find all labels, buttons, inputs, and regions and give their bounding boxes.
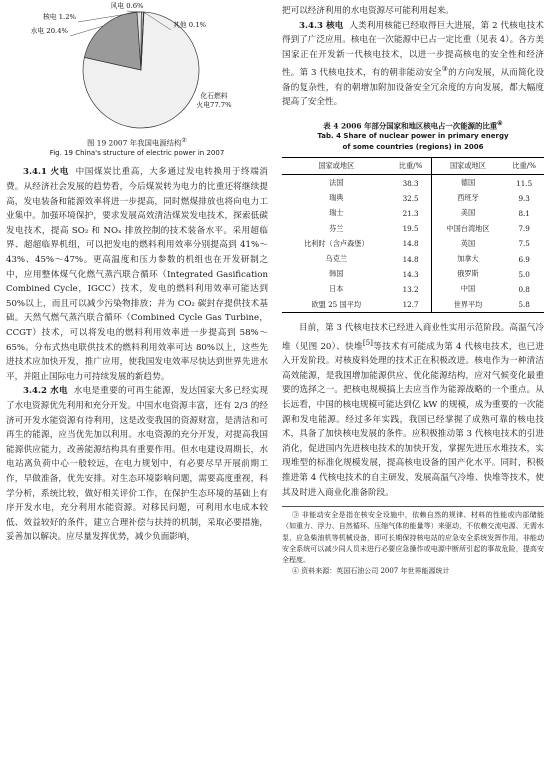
header-share-1: 比重/% (391, 158, 432, 175)
pie-label-火电: 化石燃料 (200, 92, 228, 100)
cell: 瑞典 (329, 193, 344, 203)
pie-label-水电: 水电 20.4% (30, 27, 68, 35)
cell: 芬兰 (329, 223, 344, 233)
cell: 世界平均 (431, 297, 504, 313)
cell: 38.3 (391, 175, 432, 191)
section-heading: 3.4.1 火电 (23, 167, 69, 178)
cell: 俄罗斯 (457, 269, 479, 279)
figure-19 (6, 0, 268, 135)
pie-label-风电: 风电 0.6% (110, 2, 144, 10)
section-heading: 3.4.2 水电 (23, 386, 68, 397)
cell: 19.5 (391, 221, 432, 236)
section-3-4-2 (6, 384, 268, 545)
section-3-4-1 (6, 165, 268, 384)
cell: 法国 (329, 178, 344, 188)
cell: 7.5 (518, 239, 530, 249)
cell: 美国 (460, 208, 476, 218)
cell: 日本 (329, 284, 344, 294)
cell: 21.3 (391, 206, 432, 221)
pie-chart (6, 0, 268, 135)
table-caption-en-2: of some countries (regions) in 2006 (342, 143, 484, 152)
cell: 中国 (460, 284, 476, 294)
cell: 5.0 (518, 269, 530, 279)
table-header-row (282, 158, 544, 175)
table-row (282, 251, 544, 266)
pie-label-其他: 其他 0.1% (173, 21, 207, 29)
cell: 加拿大 (457, 254, 479, 264)
section-heading: 3.4.3 核电 (299, 20, 344, 31)
cell: 比利时（含卢森堡） (303, 238, 369, 248)
header-share-2: 比重/% (504, 158, 544, 175)
cell: 11.5 (516, 178, 533, 188)
cell: 32.5 (391, 191, 432, 206)
cell: 英国 (460, 238, 476, 248)
cell: 13.2 (391, 282, 432, 297)
table-row (282, 206, 544, 221)
table-row (282, 267, 544, 282)
figure-caption-en: Fig. 19 China's structure of electric power in 2007 (49, 149, 225, 158)
cell: 德国 (460, 178, 476, 188)
table-row (282, 191, 544, 206)
section-3-4-3: 3.4.3 核电 人类利用核能已经取得巨大进展，第 2 代核电技术得到了广泛应用。核电在一次能源中已占一定比重（见表 4）。各方美国家正在开发新一代核电技术，以进一步提高核电的安全性和经济性。第 3 代核电技术，有的朝非能动安全③的方向发展，从而简化设备的复杂性，有的朝增加附加设备安全冗余度的方向发展，都大幅度提高了安全性。 (282, 20, 545, 108)
cell: 韩国 (329, 269, 344, 279)
pie-leader-风电 (127, 11, 142, 12)
header-region-1: 国家或地区 (282, 158, 391, 175)
cell: 14.8 (391, 236, 432, 251)
cell: 14.8 (391, 251, 432, 266)
paragraph-mid: 目前，第 3 代核电技术已经进入商业性实用示范阶段。高温气冷堆（见图 20）、快堆[5]等技术有可能成为第 4 代核电技术，也已进入开发阶段。对核废料处理的技术正在积极改进。核电作为一种清洁高效能源，是我国增加能源供应、优化能源结构，应对气候变化最重要的选择之一。把核电规模搞上去应当作为能源战略的一个重点。从长远看，中国的核电规模可能达到亿 kW 的规模，成为重要的一次能源和发电能源。经过多年实践，我国已经掌握了成熟可靠的核电技术，具备了加快核电发展的条件。应积极推动第 3 代核电技术的引进消化，促进国内先进核电技术的加快开发，掌握先进压水堆技术，实现堆型的标准化规模发展，提高核电设备的国产化水平。同时，积极推进第 4 代核电技术的自主研发，发展高温气冷堆、快堆等技术，使其及时进入商业化准备阶段。 (282, 323, 544, 498)
paragraph-text: 中国煤炭比重高，大多通过发电转换用于终端消费。从经济社会发展的趋势看，今后煤炭转为电力的比重还将继续提高，发电装备和能源效率将进一步提高，同时燃煤排放也将向电力工业集中。加强环境保护，要求发展高效清洁煤炭发电技术，探索低碳发电技术，提高 SO₂ 和 NOₓ 排放控制的技术装备水平。采用超临界、超超临界机组，可以把发电的燃料利用效率分别提高到 41%～43%、45%～47%。更高温度和压力参数的机组也在开发研制之中，应用整体煤气化燃气蒸汽联合循环（Integrated Gasification Combined Cycle，IGCC）技术，发电的燃料利用效率可能达到 50%以上，而且可以减少污染物排放；并为 CO₂ 碳封存提供技术基础。天然气燃气蒸汽联合循环（Combined Cycle Gas Turbine，CCGT）技术，可以将发电的燃料利用效率进一步提高到 58%～65%。分布式热电联供技术的燃料利用效率可达 80%以上，这些先进技术应加快开发，推广应用，使我国发电效率尽快达到世界先进水平，并阻止国际电力可持续发展的新趋势。 (6, 167, 268, 382)
pie-label2-火电: 火电77.7% (196, 101, 232, 109)
cell: 西班牙 (457, 193, 479, 203)
cell: 中国台湾地区 (446, 223, 490, 233)
table-row (282, 175, 544, 191)
figure-caption-cn: 图 19 2007 年我国电源结构② (87, 137, 187, 148)
nuclear-share-table (282, 157, 544, 313)
table-row (282, 236, 544, 251)
cell: 9.3 (518, 193, 530, 203)
right-column (282, 0, 544, 577)
paragraph-top: 把可以经济利用的水电资源尽可能利用起来。 (282, 6, 454, 16)
footnotes (282, 506, 544, 577)
cell: 8.1 (518, 208, 530, 218)
header-region-2: 国家或地区 (431, 158, 504, 175)
footnote-4: ④ 资料来源：英国石油公司 2007 年世界能源统计 (292, 567, 450, 576)
table-caption-en-1: Tab. 4 Share of nuclear power in primary energy (317, 132, 509, 141)
cell: 6.9 (518, 254, 530, 264)
cell: 欧盟 25 国平均 (282, 297, 391, 313)
cell: 12.7 (391, 297, 432, 313)
cell: 0.8 (518, 284, 530, 294)
table-row (282, 282, 544, 297)
table-4 (282, 118, 544, 313)
table-row (282, 297, 544, 313)
left-column (6, 0, 268, 545)
cell: 7.9 (518, 224, 530, 234)
paragraph-text: 水电是重要的可再生能源，发达国家大多已经实现了水电资源优先利用和充分开发。中国水电资源丰富，还有 2/3 的经济可开发水能资源有待利用，这是改变我国的资源财富，是清洁和可再生的能源，应当优先加以利用。水电资源的充分开发，对提高我国能源供应能力，改善能源结构具有重要作用。但水电建设周期长，水电站离负荷中心一般较远，在电力规划中，有必要尽早开展前期工作，早做准备，优先安排。对生态环境影响问题，需要高度重视，科学分析，系统比较，做好相关评价工作，在保护生态环境的基础上有序开发水电，充分利用水能资源。对移民问题，可利用水电成本较低、效益较好的条件，建立合理补偿与扶持的机制，采取必要措施，妥善加以解决。应尽量发挥优势，减少负面影响， (6, 386, 268, 543)
cell: 瑞士 (329, 208, 344, 218)
table-row (282, 221, 544, 236)
cell: 乌克兰 (325, 254, 348, 264)
table-caption-cn: 表 4 2006 年部分国家和地区核电占一次能源的比重④ (323, 120, 503, 131)
pie-label-核电: 核电 1.2% (42, 13, 76, 21)
cell: 5.8 (504, 297, 544, 313)
footnote-3: ③ 非能动安全是指在核安全设施中，依赖自然的规律、材料的性能或内部储能（如重力、浮力、自然循环、压缩气体的能量等）来驱动，不依赖交流电源、无需水泵、应急柴油机等机械设备，即可长期保持核电站的应急安全系统发挥作用。非能动安全系统可以减少同人员未进行必要应急操作或电源中断所引起的事故危险，提高安全程度。 (282, 511, 544, 564)
cell: 14.3 (391, 267, 432, 282)
